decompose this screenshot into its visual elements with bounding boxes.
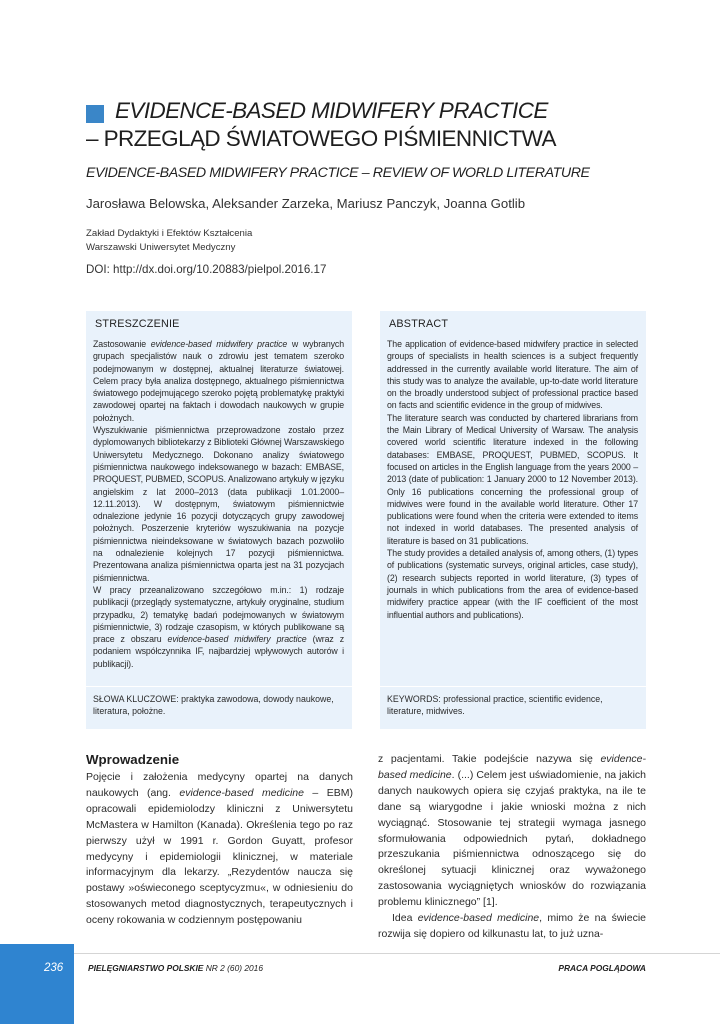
- journal-name: PIELĘGNIARSTWO POLSKIE NR 2 (60) 2016: [88, 963, 263, 973]
- streszczenie-box: [86, 311, 352, 729]
- affiliation-line2: Warszawski Uniwersytet Medyczny: [86, 242, 236, 253]
- title-accent-square: [86, 105, 104, 123]
- streszczenie-keywords: SŁOWA KLUCZOWE: praktyka zawodowa, dowody naukowe, literatura, położne.: [93, 694, 334, 717]
- article-type-label: PRACA POGLĄDOWA: [558, 963, 646, 973]
- page-number-tab: [0, 944, 74, 1024]
- abstract-keywords: KEYWORDS: professional practice, scientific evidence, literature, midwives.: [387, 694, 603, 717]
- streszczenie-heading: STRESZCZENIE: [95, 318, 180, 330]
- abstract-heading: ABSTRACT: [389, 318, 449, 330]
- section-heading-wprowadzenie: Wprowadzenie: [86, 752, 180, 767]
- abstract-box: [380, 311, 646, 729]
- affiliation: [86, 227, 252, 255]
- article-title-line2: – PRZEGLĄD ŚWIATOWEGO PIŚMIENNICTWA: [86, 126, 556, 151]
- article-subtitle-english: EVIDENCE-BASED MIDWIFERY PRACTICE – REVIEW OF WORLD LITERATURE: [86, 165, 590, 181]
- authors: Jarosława Belowska, Aleksander Zarzeka, Mariusz Panczyk, Joanna Gotlib: [86, 196, 526, 211]
- doi-link[interactable]: DOI: http://dx.doi.org/10.20883/pielpol.2016.17: [86, 263, 327, 276]
- page-number: 236: [44, 962, 64, 974]
- abstract-text: The application of evidence-based midwifery practice in selected groups of specialists in health sciences is a subject frequently addressed in the currently available world literature. The aim of this study was to analyze the available, up-to-date world literature on the broadly understood subject of professional practice based on facts and scientific evidence in the group of midwives. The literature search was conducted by chartered librarians from the Main Library of Medical University of Warsaw. The analysis covered world scientific literature indexed in the following databases: EMBASE, PROQUEST, PUBMED, SCOPUS. It focused on articles in the English language from the years 2000 – 2013 (date of publication: 1 January 2000 to 12 November 2013). Only 16 publications concerning the professional group of midwives were found in the available world literature. Other 17 publications were found when the criteria were extended to items not indexed in world databases. The presented analysis of literature is based on 31 publications. The study provides a detailed analysis of, among others, (1) types of publications (systematic surveys, original articles, case study), (2) research subjects reported in world literature, (3) types of journals in which publications from the area of evidence-based midwifery practice appear (with the IF coefficient of the most influential authors and publications).: [387, 339, 638, 620]
- streszczenie-text: Zastosowanie evidence-based midwifery practice w wybranych grupach specjalistów nauk o zdrowiu jest tematem szeroko podejmowanym w dostępnej, aktualnej literaturze światowej. Celem pracy była analiza dostępnego, aktualnego piśmiennictwa światowego podejmującego szeroko pojętą problematykę praktyki zawodowej opartej na faktach i dowodach naukowych w grupie położnych. Wyszukiwanie piśmiennictwa przeprowadzone zostało przez dyplomowanych bibliotekarzy z Biblioteki Głównej Warszawskiego Uniwersytetu Medycznego. Dokonano analizy światowego piśmiennictwa naukowego indeksowanego w bazach: EMBASE, PROQUEST, PUBMED, SCOPUS. Analizowano artykuły w języku angielskim z lat 2000–2013 (data publikacji 1.01.2000–12.11.2013). W dostępnym, światowym piśmiennictwie odnalezione jedynie 16 pozycji dotyczących grupy zawodowej położnych. Poszerzenie kryteriów wyszukiwania na pozycje piśmiennictwa nieindeksowane w światowych bazach pozwoliło na odnalezienie kolejnych 17 pozycji piśmiennictwa. Prezentowana analiza piśmiennictwa oparta jest na 31 pozycjach piśmiennictwa. W pracy przeanalizowano szczegółowo m.in.: 1) rodzaje publikacji (przeglądy systematyczne, artykuły oryginalne, studium przypadku, 2) tematykę badań podejmowanych w światowym piśmiennictwie, 3) rodzaje czasopism, w których publikowane są prace z obszaru evidence-based midwifery practice (wraz z podaniem współczynnika IF, najbardziej wpływowych autorów i publikacji).: [93, 339, 345, 669]
- article-title-line1: EVIDENCE-BASED MIDWIFERY PRACTICE: [115, 98, 548, 123]
- body-column-left: Pojęcie i założenia medycyny opartej na danych naukowych (ang. evidence-based medicine – EBM) opracowali epidemiolodzy kliniczni z Uniwersytetu McMastera w Hamilton (Kanada). Określenia tego po raz pierwszy użył w 1991 r. Gordon Guyatt, profesor medycyny i epidemiologii klinicznej, w materiale informacyjnym dla lekarzy. „Rezydentów naucza się postawy »oświeconego sceptycyzmu«, w odniesieniu do stosowanych metod diagnostycznych, terapeutycznych i oceny rokowania w codziennym postępowaniu: [86, 771, 353, 927]
- streszczenie-divider: [86, 686, 352, 687]
- affiliation-line1: Zakład Dydaktyki i Efektów Kształcenia: [86, 228, 253, 239]
- footer-rule: [0, 953, 720, 954]
- abstract-divider: [380, 686, 646, 687]
- body-column-right: z pacjentami. Takie podejście nazywa się evidence-based medicine. (...) Celem jest uświadomienie, na jakich danych naukowych opiera się czyjaś praktyka, na ile te dane są wiarygodne i jakie wnioski można z nich wyciągnąć. Stosowanie tej strategii wymaga jasnego sformułowania odpowiednich pytań, dokładnego przeszukania piśmiennictwa odnoszącego się do określonej sytuacji klinicznej oraz wyważonego zastosowania wyciągniętych wniosków do rozwiązania problemu klinicznego” [1]. Idea evidence-based medicine, mimo że na świecie rozwija się dopiero od kilkunastu lat, to już uzna-: [378, 753, 647, 940]
